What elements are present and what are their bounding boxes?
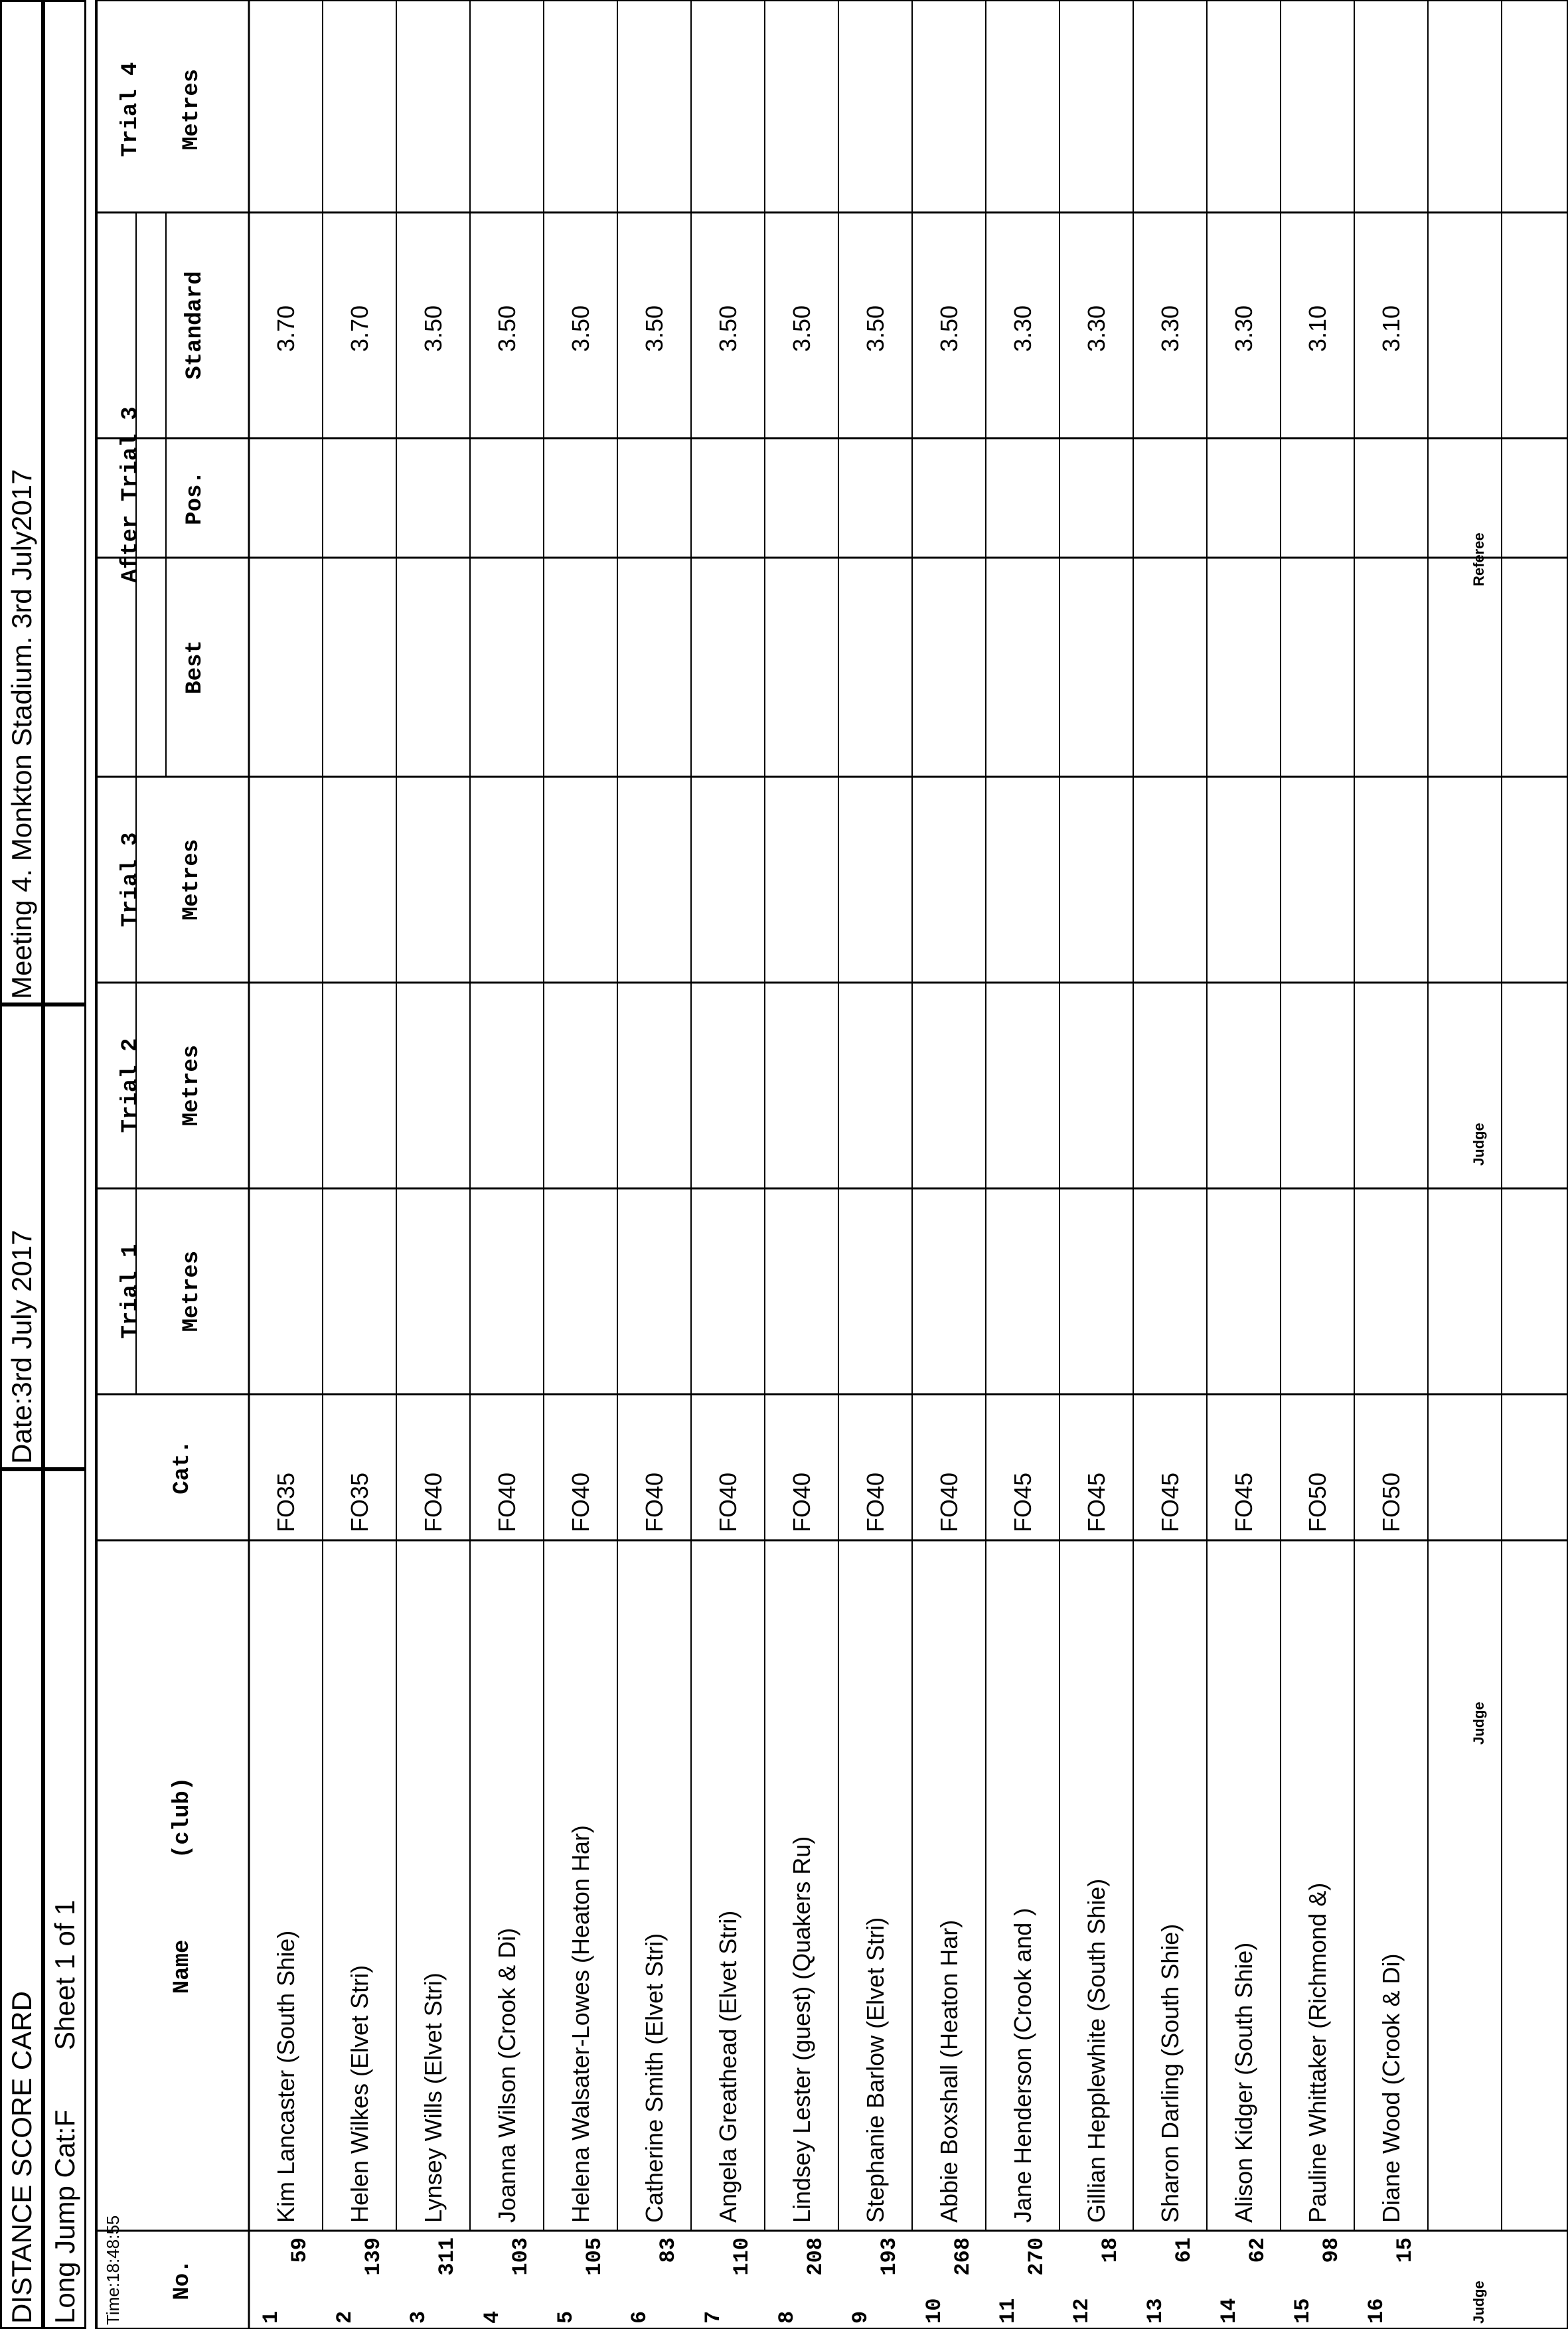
competitor-category: FO40 <box>493 1472 520 1532</box>
competitor-category: FO35 <box>272 1472 299 1532</box>
competitor-number: 193 <box>877 2237 902 2276</box>
row-index: 8 <box>775 2310 799 2324</box>
row-index: 5 <box>554 2310 578 2324</box>
row-index: 14 <box>1217 2298 1241 2324</box>
row-index: 12 <box>1069 2298 1094 2324</box>
competitor-category: FO40 <box>641 1472 668 1532</box>
col-trial4: Trial 4 <box>118 62 143 157</box>
competitor-name: Helena Walsater-Lowes (Heaton Har) <box>567 1825 594 2223</box>
sheet-number: Sheet 1 of 1 <box>49 1899 80 2050</box>
col-standard: Standard <box>183 271 208 380</box>
row-index: 16 <box>1364 2298 1389 2324</box>
competitor-name: Pauline Whittaker (Richmond &) <box>1304 1882 1331 2223</box>
row-index: 15 <box>1291 2298 1315 2324</box>
competitor-category: FO40 <box>420 1472 447 1532</box>
col-after-trial3: After Trial 3 <box>118 406 143 583</box>
col-best: Best <box>183 640 208 694</box>
col-trial2: Trial 2 <box>118 1038 143 1133</box>
competitor-name: Gillian Hepplewhite (South Shie) <box>1083 1878 1110 2223</box>
col-trial3: Trial 3 <box>118 832 143 927</box>
col-cat: Cat. <box>170 1440 195 1494</box>
competitor-number: 15 <box>1393 2237 1417 2263</box>
competitor-category: FO50 <box>1304 1472 1331 1532</box>
competitor-category: FO35 <box>346 1472 373 1532</box>
row-index: 6 <box>627 2310 652 2324</box>
competitor-category: FO45 <box>1230 1472 1257 1532</box>
competitor-category: FO40 <box>567 1472 594 1532</box>
competitor-name: Helen Wilkes (Elvet Stri) <box>346 1965 373 2223</box>
competitor-category: FO40 <box>935 1472 963 1532</box>
competitor-number: 270 <box>1024 2237 1049 2276</box>
competitor-number: 62 <box>1245 2237 1270 2263</box>
competitor-name: Stephanie Barlow (Elvet Stri) <box>862 1917 889 2223</box>
competitor-name: Angela Greathead (Elvet Stri) <box>714 1910 742 2223</box>
qualifying-standard: 3.50 <box>567 305 594 353</box>
qualifying-standard: 3.70 <box>346 305 373 353</box>
qualifying-standard: 3.50 <box>714 305 742 353</box>
competitor-name: Lynsey Wills (Elvet Stri) <box>420 1972 447 2223</box>
event-title: Long Jump Cat:F <box>49 2109 80 2324</box>
competitor-category: FO40 <box>862 1472 889 1532</box>
competitor-category: FO50 <box>1377 1472 1405 1532</box>
row-index: 2 <box>333 2310 357 2324</box>
competitor-category: FO45 <box>1009 1472 1036 1532</box>
competitor-category: FO40 <box>714 1472 742 1532</box>
col-trial3-unit: Metres <box>179 839 204 921</box>
competitor-category: FO45 <box>1156 1472 1184 1532</box>
competitor-category: FO45 <box>1083 1472 1110 1532</box>
competitor-number: 61 <box>1172 2237 1196 2263</box>
competitor-number: 83 <box>656 2237 680 2263</box>
competitor-number: 110 <box>730 2237 754 2276</box>
col-pos: Pos. <box>183 471 208 525</box>
col-trial1: Trial 1 <box>118 1244 143 1339</box>
competitor-number: 268 <box>951 2237 975 2276</box>
competitor-number: 105 <box>582 2237 607 2276</box>
col-name: Name (club) <box>170 1777 195 1994</box>
col-trial1-unit: Metres <box>179 1250 204 1332</box>
qualifying-standard: 3.30 <box>1156 305 1184 353</box>
qualifying-standard: 3.10 <box>1377 305 1405 353</box>
qualifying-standard: 3.50 <box>420 305 447 353</box>
competitor-name: Sharon Darling (South Shie) <box>1156 1923 1184 2223</box>
col-trial2-unit: Metres <box>179 1044 204 1127</box>
qualifying-standard: 3.30 <box>1230 305 1257 353</box>
row-index: 1 <box>259 2310 283 2324</box>
signature-judge-1: Judge <box>1470 2281 1487 2324</box>
col-trial4-unit: Metres <box>179 68 204 151</box>
qualifying-standard: 3.50 <box>788 305 815 353</box>
competitor-number: 139 <box>361 2237 386 2276</box>
competitor-name: Abbie Boxshall (Heaton Har) <box>935 1919 963 2223</box>
competitor-category: FO40 <box>788 1472 815 1532</box>
qualifying-standard: 3.50 <box>935 305 963 353</box>
qualifying-standard: 3.70 <box>272 305 299 353</box>
competitor-name: Alison Kidger (South Shie) <box>1230 1942 1257 2223</box>
card-title: DISTANCE SCORE CARD <box>6 1991 37 2324</box>
qualifying-standard: 3.50 <box>641 305 668 353</box>
competitor-name: Diane Wood (Crook & Di) <box>1377 1953 1405 2223</box>
competitor-name: Kim Lancaster (South Shie) <box>272 1930 299 2223</box>
qualifying-standard: 3.30 <box>1009 305 1036 353</box>
print-time: Time:18:48:55 <box>103 2215 123 2325</box>
signature-judge-3: Judge <box>1470 1123 1487 1166</box>
competitor-number: 311 <box>435 2237 459 2276</box>
row-index: 4 <box>480 2310 505 2324</box>
row-index: 9 <box>848 2310 873 2324</box>
competitor-number: 103 <box>509 2237 533 2276</box>
row-index: 10 <box>922 2298 947 2324</box>
competitor-name: Lindsey Lester (guest) (Quakers Ru) <box>788 1836 815 2223</box>
competitor-number: 98 <box>1319 2237 1344 2263</box>
signature-judge-2: Judge <box>1470 1702 1487 1745</box>
qualifying-standard: 3.10 <box>1304 305 1331 353</box>
competitor-name: Jane Henderson (Crook and ) <box>1009 1907 1036 2223</box>
competitor-number: 59 <box>287 2237 312 2263</box>
competitor-number: 18 <box>1098 2237 1123 2263</box>
col-no: No. <box>170 2259 195 2300</box>
meeting-title: Meeting 4. Monkton Stadium. 3rd July2017 <box>6 469 37 999</box>
competitor-number: 208 <box>803 2237 828 2276</box>
competitor-name: Joanna Wilson (Crook & Di) <box>493 1927 520 2223</box>
row-index: 13 <box>1143 2298 1168 2324</box>
signature-referee: Referee <box>1470 532 1487 586</box>
card-date: Date:3rd July 2017 <box>6 1230 37 1464</box>
row-index: 7 <box>701 2310 726 2324</box>
row-index: 3 <box>406 2310 431 2324</box>
competitor-name: Catherine Smith (Elvet Stri) <box>641 1933 668 2223</box>
row-index: 11 <box>996 2298 1020 2324</box>
qualifying-standard: 3.50 <box>493 305 520 353</box>
qualifying-standard: 3.50 <box>862 305 889 353</box>
qualifying-standard: 3.30 <box>1083 305 1110 353</box>
